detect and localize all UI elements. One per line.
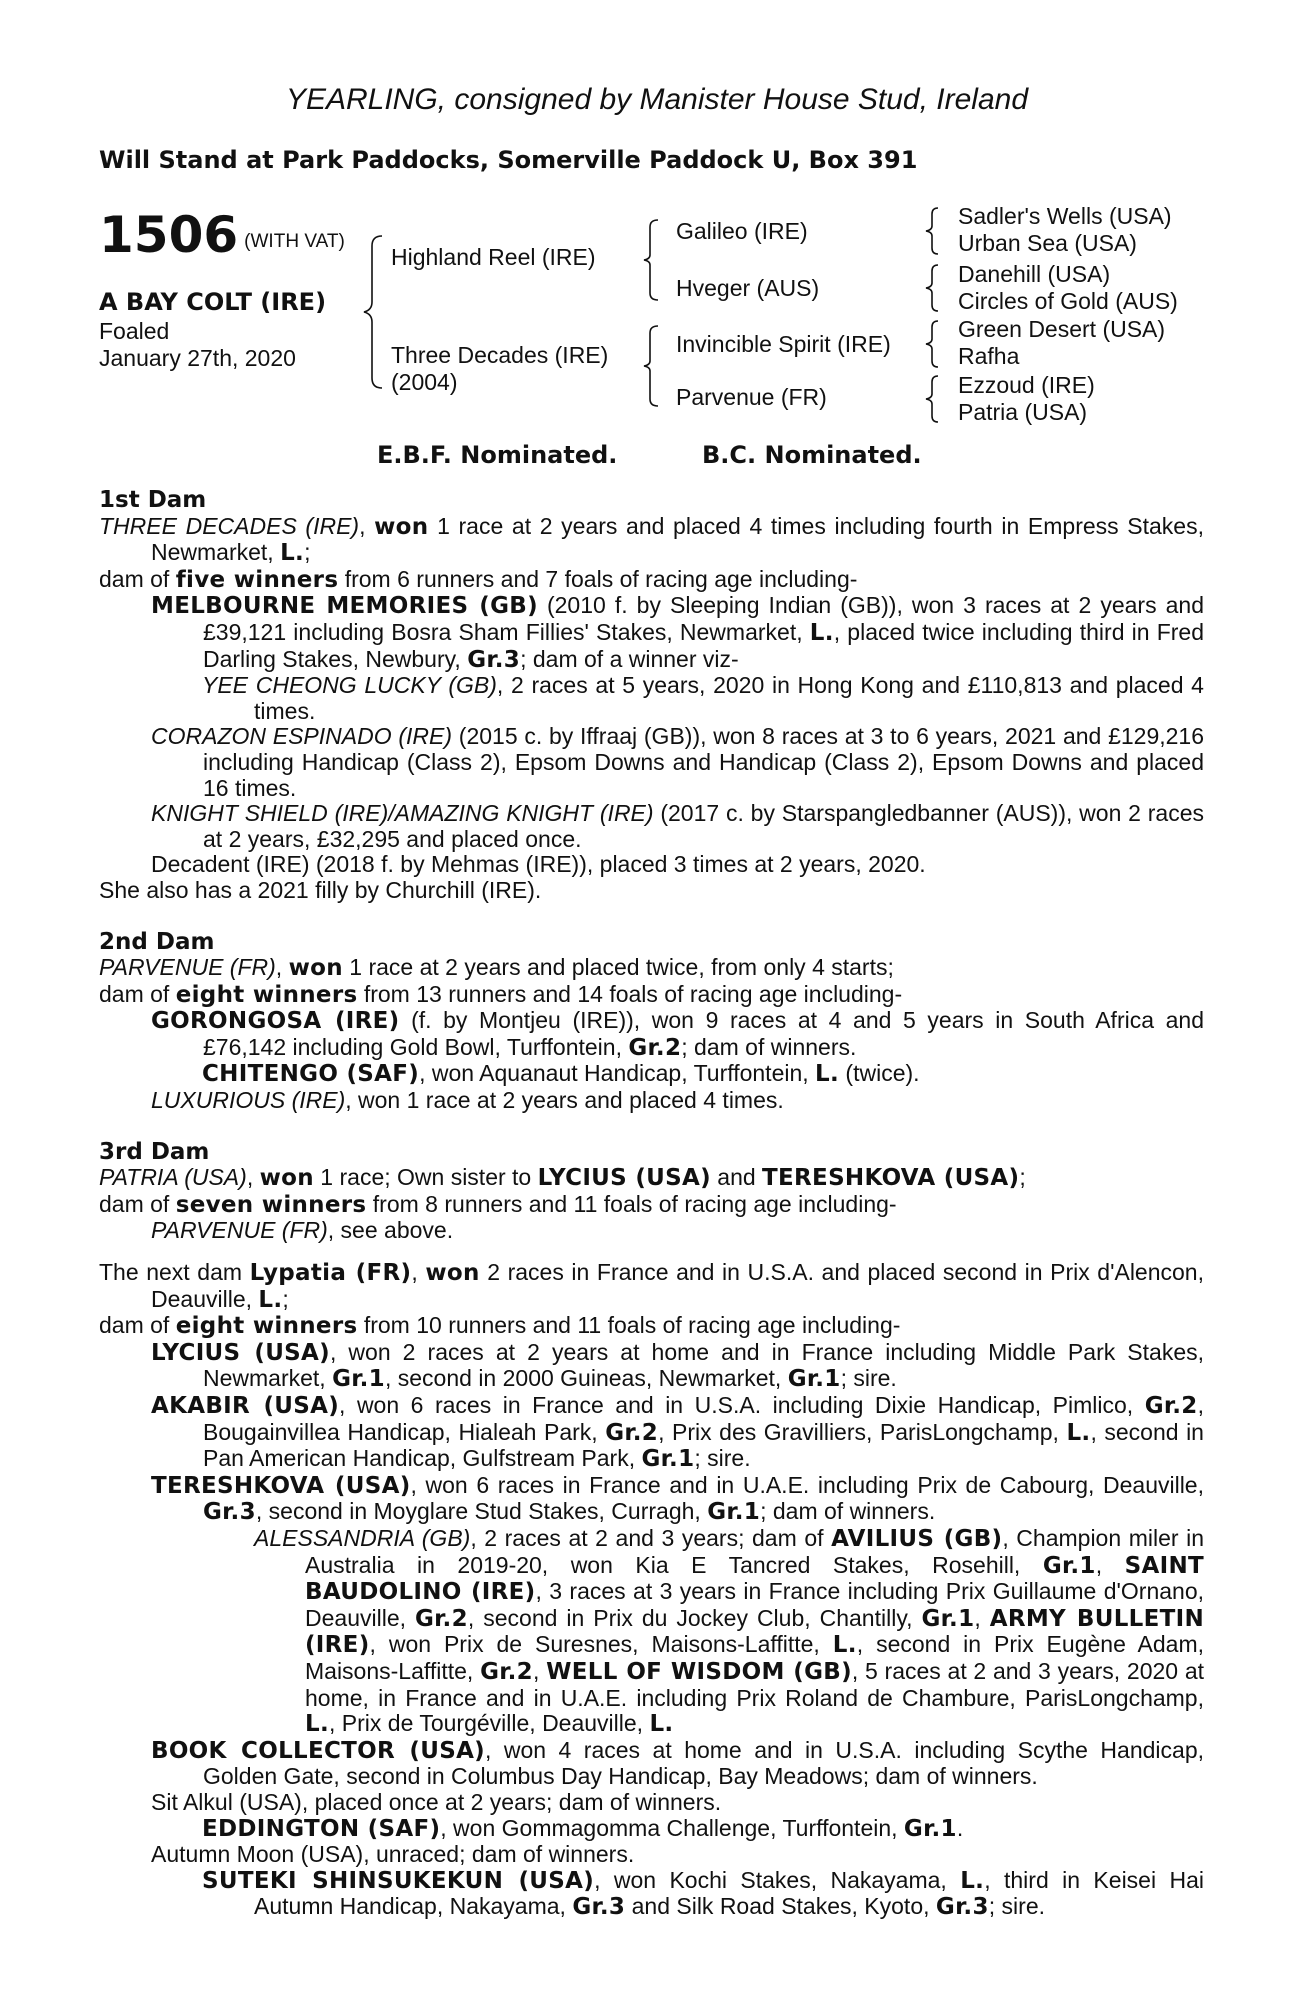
catalogue-body bbox=[99, 488, 1204, 1921]
produce-corazon-espinado: CORAZON ESPINADO (IRE) (2015 c. by Iffraaj (GB)), won 8 races at 3 to 6 years, 2021 and £129,216 including Handicap (Class 2), Epsom Downs and Handicap (Class 2), Epsom Downs and placed 16 times. bbox=[151, 723, 1204, 801]
lot-number-block bbox=[99, 208, 345, 262]
produce-chitengo: CHITENGO (SAF), won Aquanaut Handicap, Turffontein, L. (twice). bbox=[202, 1060, 920, 1088]
second-dam-line: PARVENUE (FR), won 1 race at 2 years and placed twice, from only 4 starts; bbox=[99, 954, 894, 982]
pedigree-dam: Three Decades (IRE) bbox=[391, 342, 609, 368]
pedigree-dam-year: (2004) bbox=[391, 369, 458, 395]
produce-knight-shield: KNIGHT SHIELD (IRE)/AMAZING KNIGHT (IRE) (2017 c. by Starspangledbanner (AUS)), won 2 races at 2 years, £32,295 and placed once. bbox=[151, 800, 1205, 852]
stand-location: Will Stand at Park Paddocks, Somerville Paddock U, Box 391 bbox=[99, 146, 918, 174]
produce-decadent: Decadent (IRE) (2018 f. by Mehmas (IRE)), placed 3 times at 2 years, 2020. bbox=[151, 851, 926, 878]
pedigree-sire-dam: Hveger (AUS) bbox=[676, 275, 820, 301]
pedigree-dds: Ezzoud (IRE) bbox=[958, 372, 1095, 398]
vat-note: (WITH VAT) bbox=[244, 231, 345, 252]
produce-autumn-moon: Autumn Moon (USA), unraced; dam of winners. bbox=[151, 1841, 635, 1868]
sire-brace bbox=[640, 217, 664, 303]
third-dam-heading: 3rd Dam bbox=[99, 1138, 210, 1165]
produce-alessandria: ALESSANDRIA (GB), 2 races at 2 and 3 years; dam of AVILIUS (GB), Champion miler in Australia in 2019-20, won Kia E Tancred Stakes, Rosehill, Gr.1, SAINT BAUDOLINO (IRE), 3 races at 3 years in France including Prix Guillaume d'Ornano, Deauville, Gr.2, second in Prix du Jockey Club, Chantilly, Gr.1, ARMY BULLETIN (IRE), won Prix de Suresnes, Maisons-Laffitte, L., second in Prix Eugène Adam, Maisons-Laffitte, Gr.2, WELL OF WISDOM (GB), 5 races at 2 and 3 years, 2020 at home, in France and in U.A.E. including Prix Roland de Chambure, ParisLongchamp, L., Prix de Tourgéville, Deauville, L. bbox=[254, 1524, 1205, 1738]
consignor-heading: YEARLING, consigned by Manister House Stud, Ireland bbox=[285, 83, 1029, 116]
pedigree-sdd: Circles of Gold (AUS) bbox=[958, 288, 1178, 314]
produce-akabir: AKABIR (USA), won 6 races in France and in U.S.A. including Dixie Handicap, Pimlico, Gr.2, Bougainvillea Handicap, Hialeah Park, Gr.2, Prix des Gravilliers, ParisLongchamp, L., second in Pan American Handicap, Gulfstream Park, Gr.1; sire. bbox=[151, 1392, 1204, 1473]
lot-description: A BAY COLT (IRE) bbox=[99, 288, 327, 316]
second-dam-produce-summary: dam of eight winners from 13 runners and 14 foals of racing age including- bbox=[99, 980, 903, 1008]
dd-brace bbox=[922, 374, 944, 424]
bc-nomination: B.C. Nominated. bbox=[702, 441, 922, 469]
produce-parvenue: PARVENUE (FR), see above. bbox=[151, 1217, 454, 1244]
produce-sit-alkul: Sit Alkul (USA), placed once at 2 years; dam of winners. bbox=[151, 1788, 722, 1815]
foaled-label: Foaled bbox=[99, 318, 170, 344]
ds-brace bbox=[922, 319, 944, 369]
pedigree-dss: Green Desert (USA) bbox=[958, 316, 1166, 342]
produce-eddington: EDDINGTON (SAF), won Gommagomma Challenge, Turffontein, Gr.1. bbox=[202, 1814, 964, 1842]
foaled-date: January 27th, 2020 bbox=[99, 345, 296, 371]
produce-lycius: LYCIUS (USA), won 2 races at 2 years at home and in France including Middle Park Stakes, Newmarket, Gr.1, second in 2000 Guineas, Newmarket, Gr.1; sire. bbox=[151, 1338, 1205, 1393]
third-dam-produce-summary: dam of seven winners from 8 runners and 11 foals of racing age including- bbox=[99, 1190, 897, 1218]
pedigree-sire-sire: Galileo (IRE) bbox=[676, 218, 808, 244]
second-dam-heading: 2nd Dam bbox=[99, 928, 215, 955]
dam-brace bbox=[640, 323, 664, 409]
produce-book-collector: BOOK COLLECTOR (USA), won 4 races at home and in U.S.A. including Scythe Handicap, Golden Gate, second in Columbus Day Handicap, Bay Meadows; dam of winners. bbox=[151, 1736, 1204, 1790]
produce-suteki-shinsukekun: SUTEKI SHINSUKEKUN (USA), won Kochi Stakes, Nakayama, L., third in Keisei Hai Autumn Handicap, Nakayama, Gr.3 and Silk Road Stakes, Kyoto, Gr.3; sire. bbox=[202, 1866, 1204, 1921]
next-dam-line: The next dam Lypatia (FR), won 2 races in France and in U.S.A. and placed second in Prix d'Alencon, Deauville, L.; bbox=[99, 1259, 1204, 1313]
pedigree-sds: Danehill (USA) bbox=[958, 261, 1111, 287]
ss-brace bbox=[922, 206, 944, 256]
produce-gorongosa: GORONGOSA (IRE) (f. by Montjeu (IRE)), won 9 races at 4 and 5 years in South Africa and £76,142 including Gold Bowl, Turffontein, Gr.2; dam of winners. bbox=[151, 1007, 1204, 1061]
pedigree-dsd: Rafha bbox=[958, 343, 1020, 369]
pedigree-ddd: Patria (USA) bbox=[958, 399, 1088, 425]
produce-2021-filly: She also has a 2021 filly by Churchill (IRE). bbox=[99, 876, 542, 903]
produce-luxurious: LUXURIOUS (IRE), won 1 race at 2 years and placed 4 times. bbox=[151, 1087, 784, 1114]
pedigree-main-brace bbox=[360, 232, 390, 392]
produce-tereshkova: TERESHKOVA (USA), won 6 races in France and in U.A.E. including Prix de Cabourg, Deauville, Gr.3, second in Moyglare Stud Stakes, Curragh, Gr.1; dam of winners. bbox=[151, 1471, 1204, 1526]
first-dam-heading: 1st Dam bbox=[99, 487, 207, 513]
pedigree-sire: Highland Reel (IRE) bbox=[391, 244, 596, 270]
third-dam-line: PATRIA (USA), won 1 race; Own sister to LYCIUS (USA) and TERESHKOVA (USA); bbox=[99, 1164, 1026, 1192]
next-dam-produce-summary: dam of eight winners from 10 runners and 11 foals of racing age including- bbox=[99, 1312, 901, 1340]
sd-brace bbox=[922, 263, 944, 313]
produce-melbourne-memories: MELBOURNE MEMORIES (GB) (2010 f. by Sleeping Indian (GB)), won 3 races at 2 years and £39,121 including Bosra Sham Fillies' Stakes, Newmarket, L., placed twice including third in Fred Darling Stakes, Newbury, Gr.3; dam of a winner viz- bbox=[151, 592, 1204, 673]
pedigree-dam-sire: Invincible Spirit (IRE) bbox=[676, 331, 891, 357]
pedigree-sss: Sadler's Wells (USA) bbox=[958, 203, 1172, 229]
foaled-info bbox=[99, 318, 296, 372]
first-dam-line: THREE DECADES (IRE), won 1 race at 2 years and placed 4 times including fourth in Empress Stakes, Newmarket, L.; bbox=[99, 512, 1204, 567]
first-dam-produce-summary: dam of five winners from 6 runners and 7 foals of racing age including- bbox=[99, 565, 858, 593]
lot-number: 1506 bbox=[99, 206, 239, 264]
pedigree-dam-dam: Parvenue (FR) bbox=[676, 384, 827, 410]
ebf-nomination: E.B.F. Nominated. bbox=[377, 441, 618, 469]
pedigree-ssd: Urban Sea (USA) bbox=[958, 230, 1137, 256]
produce-yee-cheong-lucky: YEE CHEONG LUCKY (GB), 2 races at 5 years, 2020 in Hong Kong and £110,813 and placed 4 times. bbox=[202, 672, 1204, 724]
